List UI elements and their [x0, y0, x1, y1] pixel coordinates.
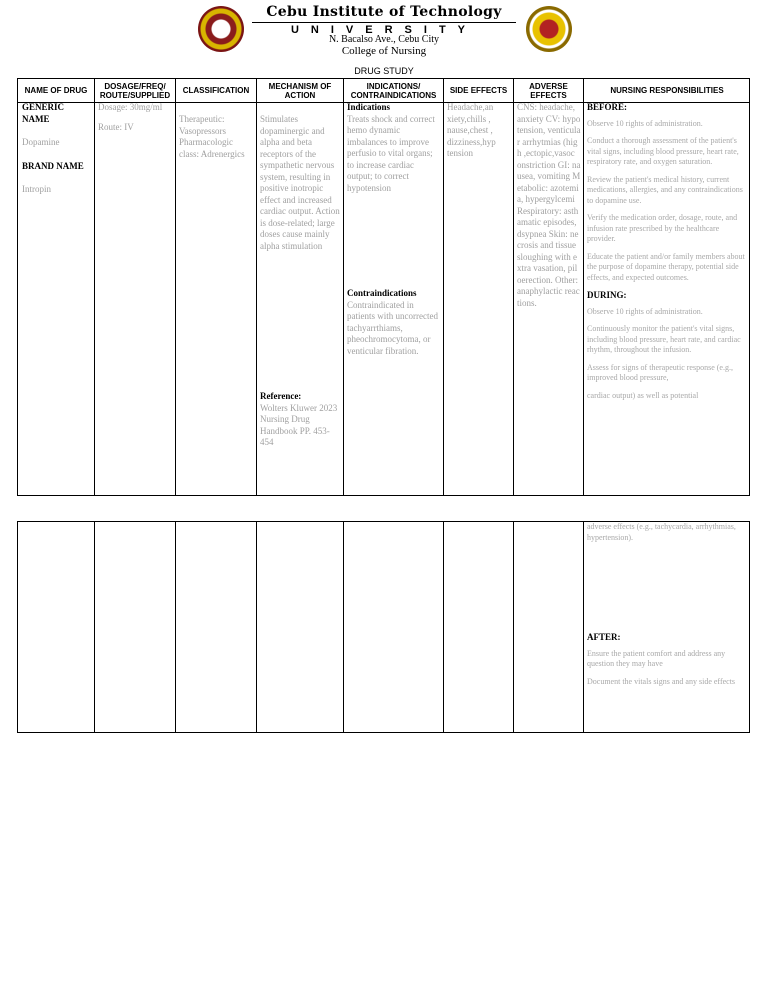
indications-heading: Indications [347, 102, 391, 112]
column-divider [443, 79, 444, 495]
indications-text: Treats shock and correct hemo dynamic imbalances to improve perfusio to vital organs; to increase cardiac output; to correct hypotension [347, 113, 435, 193]
column-divider [343, 79, 344, 495]
institution-address: N. Bacalso Ave., Cebu City [328, 34, 440, 45]
route-value: Route: IV [98, 121, 134, 132]
document-title: DRUG STUDY [354, 66, 414, 76]
reference-block [260, 391, 341, 449]
column-divider [513, 79, 514, 495]
header-divider [252, 22, 516, 23]
during-item: Assess for signs of therapeutic response (e.g., improved blood pressure, [587, 362, 733, 382]
after-item: Ensure the patient comfort and address any question they may have [587, 648, 726, 668]
dosage-value: Dosage: 30mg/ml [98, 102, 163, 112]
column-divider [443, 522, 444, 732]
column-divider [94, 522, 95, 732]
column-divider [175, 522, 176, 732]
column-header-nursing-responsibilities: NURSING RESPONSIBILITIES [610, 86, 724, 95]
drug-study-table [17, 78, 750, 496]
column-divider [343, 522, 344, 732]
therapeutic-class: Therapeutic: Vasopressors [179, 114, 226, 136]
adverse-effects-text: CNS: headache, anxiety CV: hypotension, venticular arrhytmias (high ,ectopic,vasoc onstriction GI: nausea, vomiting Metabolic: azotemia, hypergylcemi Respiratory: asthamatic episodes, dsypnea Skin: necrosis and tissue sloughing with extra vasation, piloerection. Other: anaphylactic reactions. [517, 102, 581, 308]
before-item: Observe 10 rights of administration. [587, 118, 703, 128]
during-item: adverse effects (e.g., tachycardia, arrhythmias, hypertension). [587, 522, 736, 542]
college-seal-icon [526, 6, 572, 52]
institution-university: UNIVERSITY [290, 24, 477, 36]
college-name: College of Nursing [341, 45, 427, 57]
column-header-dosage: DOSAGE/FREQ/ ROUTE/SUPPLIED [99, 81, 171, 100]
after-label: AFTER: [587, 632, 621, 642]
column-divider [256, 522, 257, 732]
column-header-indications: INDICATIONS/ CONTRAINDICATIONS [350, 81, 437, 100]
during-item: cardiac output) as well as potential [587, 390, 699, 400]
mechanism-cell [260, 114, 341, 252]
document-header [0, 0, 768, 80]
nursing-responsibilities-continued [587, 522, 747, 550]
reference-text: Wolters Kluwer 2023 Nursing Drug Handbook PP. 453-454 [260, 402, 338, 447]
column-divider [583, 79, 584, 495]
institution-name: Cebu Institute of Technology [266, 4, 502, 20]
brand-name-label: BRAND NAME [22, 160, 84, 171]
brand-name-value: Intropin [22, 184, 51, 194]
before-label: BEFORE: [587, 102, 628, 112]
during-item: Continuously monitor the patient's vital signs, including blood pressure, heart rate, and cardiac rhythm, throughout the infusion. [587, 324, 741, 354]
side-effects-cell [447, 102, 511, 160]
generic-name-value: Dopamine [22, 137, 60, 147]
adverse-effects-cell [517, 102, 581, 309]
before-item: Educate the patient and/or family members about the purpose of dopamine therapy, potential side effects, and expected outcomes. [587, 251, 745, 282]
after-item: Document the vitals signs and any side effects [587, 676, 736, 686]
column-divider [583, 522, 584, 732]
column-header-classification: CLASSIFICATION [182, 86, 250, 95]
drug-name-cell [22, 102, 92, 196]
nursing-responsibilities-cell [587, 102, 747, 495]
column-divider [256, 79, 257, 495]
reference-label: Reference: [260, 391, 302, 401]
during-label: DURING: [587, 290, 627, 300]
contraindications-block [347, 288, 441, 357]
dosage-cell [98, 102, 172, 133]
pharmacologic-class: Pharmacologic class: Adrenergics [179, 137, 245, 159]
column-divider [94, 79, 95, 495]
mechanism-text: Stimulates dopaminergic and alpha and beta receptors of the sympathetic nervous system, resulting in positive inotropic effect and increased cardiac output. Action is dose-related; large doses cause mainly alpha stimulation [260, 114, 340, 251]
before-item: Conduct a thorough assessment of the patient's vital signs, including blood pressure, heart rate, respiratory rate, and oxygen saturation. [587, 136, 739, 166]
column-header-name-of-drug: NAME OF DRUG [24, 86, 88, 95]
contraindications-heading: Contraindications [347, 288, 417, 298]
drug-study-table-continued [17, 521, 750, 733]
classification-cell [179, 114, 253, 160]
generic-name-label: GENERIC NAME [22, 102, 65, 124]
before-item: Review the patient's medical history, current medications, allergies, and any contraindications to dopamine use. [587, 174, 743, 205]
during-item: Observe 10 rights of administration. [587, 306, 703, 316]
university-seal-icon [198, 6, 244, 52]
column-divider [175, 79, 176, 495]
column-header-side-effects: SIDE EFFECTS [449, 86, 508, 95]
side-effects-text: Headache,an xiety,chills , nause,chest , dizziness,hyp tension [447, 102, 496, 158]
column-header-mechanism: MECHANISM OF ACTION [268, 81, 332, 100]
before-item: Verify the medication order, dosage, route, and infusion rate prescribed by the healthcare provider. [587, 213, 738, 243]
column-divider [513, 522, 514, 732]
contraindications-text: Contraindicated in patients with uncorrected tachyarrthiams, pheochromocytoma, or venticular fibration. [347, 299, 438, 356]
after-block [587, 632, 747, 694]
indications-cell [347, 102, 441, 194]
column-header-adverse-effects: ADVERSE EFFECTS [529, 81, 568, 100]
